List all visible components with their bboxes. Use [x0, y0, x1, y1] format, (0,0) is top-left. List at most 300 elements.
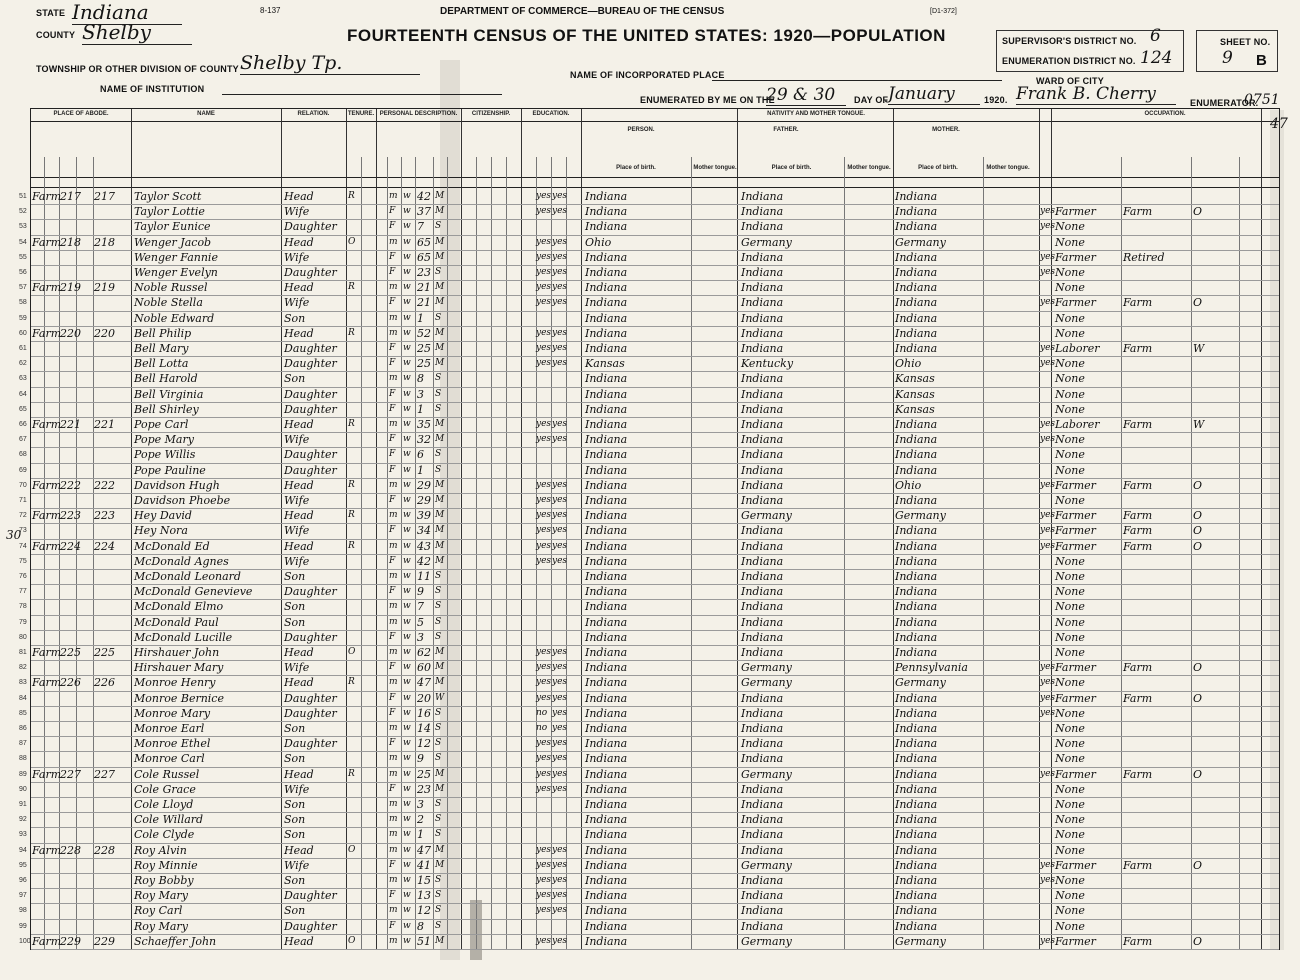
table-row	[19, 280, 1279, 295]
birthplace-cell: Indiana	[585, 661, 628, 675]
name-cell: McDonald Leonard	[134, 570, 241, 583]
age-cell: 23	[417, 782, 431, 796]
line-number: 72	[19, 512, 27, 520]
age-cell: 16	[417, 706, 431, 720]
race-cell: w	[403, 251, 411, 262]
marital-cell: S	[435, 905, 442, 916]
relation-cell: Daughter	[284, 387, 337, 401]
line-number: 97	[19, 892, 27, 900]
sex-cell: m	[389, 814, 398, 825]
section-education: EDUCATION.	[532, 111, 570, 117]
race-cell: w	[403, 662, 411, 673]
line-number: 99	[19, 922, 27, 930]
line-number: 52	[19, 208, 27, 216]
county-value: Shelby	[82, 20, 192, 45]
father-birthplace-cell: Indiana	[741, 843, 784, 857]
sex-cell: F	[389, 434, 396, 445]
birthplace-cell: Indiana	[585, 600, 628, 614]
race-cell: w	[403, 692, 411, 703]
margin-number: 0751	[1244, 92, 1280, 108]
father-birthplace-cell: Indiana	[741, 646, 784, 659]
age-cell: 23	[417, 266, 431, 279]
sex-cell: F	[389, 206, 396, 217]
relation-cell: Wife	[284, 494, 310, 507]
industry-cell: Farm	[1123, 205, 1153, 219]
line-number: 75	[19, 557, 27, 565]
name-cell: Schaeffer John	[134, 934, 217, 948]
line-number: 96	[19, 877, 27, 884]
mother-birthplace-cell: Indiana	[895, 874, 938, 887]
occupation-cell: Farmer	[1055, 934, 1096, 948]
birthplace-cell: Indiana	[585, 539, 628, 553]
subhead-father: FATHER.	[773, 127, 799, 133]
birthplace-cell: Indiana	[585, 342, 628, 355]
name-cell: McDonald Paul	[134, 615, 219, 629]
write-cell: yes	[552, 434, 568, 445]
sex-cell: F	[389, 343, 396, 353]
relation-cell: Son	[284, 752, 306, 766]
race-cell: w	[403, 327, 411, 338]
sex-cell: F	[389, 403, 396, 414]
birthplace-cell: Indiana	[585, 889, 628, 903]
sex-cell: F	[389, 890, 396, 901]
industry-cell: Farm	[1123, 934, 1153, 948]
birthplace-cell: Indiana	[585, 326, 628, 340]
birthplace-cell: Indiana	[585, 874, 628, 887]
line-number: 91	[19, 801, 27, 808]
employment-status-cell: O	[1193, 661, 1203, 675]
race-cell: w	[403, 631, 411, 642]
marital-cell: M	[435, 540, 445, 551]
name-cell: McDonald Ed	[134, 539, 210, 553]
race-cell: w	[403, 525, 411, 536]
industry-cell: Farm	[1123, 478, 1153, 492]
father-birthplace-cell: Germany	[741, 509, 792, 523]
name-cell: Taylor Scott	[134, 190, 202, 203]
sex-cell: m	[389, 799, 398, 809]
write-cell: yes	[552, 555, 568, 566]
employment-status-cell: O	[1193, 205, 1203, 219]
age-cell: 3	[417, 798, 424, 811]
birthplace-cell: Indiana	[585, 266, 628, 279]
line-number: 77	[19, 588, 27, 596]
left-margin-note: 30	[6, 528, 22, 542]
sheet-letter: B	[1256, 52, 1267, 69]
birthplace-cell: Indiana	[585, 250, 628, 264]
sex-cell: m	[389, 844, 398, 855]
read-cell: yes	[536, 510, 552, 521]
row-rule	[31, 949, 1279, 950]
dwelling-cell: Farm	[32, 326, 62, 340]
relation-cell: Wife	[284, 433, 310, 447]
write-cell: yes	[552, 495, 568, 505]
family-number-cell: 224	[94, 539, 115, 553]
birthplace-cell: Indiana	[585, 752, 628, 766]
name-cell: Wenger Fannie	[134, 250, 218, 264]
census-table	[19, 108, 1280, 950]
race-cell: w	[403, 510, 411, 521]
marital-cell: S	[435, 753, 442, 764]
enumerator-label: ENUMERATOR.	[1190, 98, 1259, 108]
father-birthplace-cell: Germany	[741, 661, 792, 675]
race-cell: w	[403, 373, 411, 384]
name-cell: Noble Stella	[134, 296, 203, 310]
birthplace-cell: Indiana	[585, 570, 628, 583]
write-cell: yes	[552, 343, 568, 353]
age-cell: 3	[417, 630, 424, 644]
occupation-cell: None	[1055, 630, 1085, 644]
table-row	[19, 873, 1279, 888]
race-cell: w	[403, 723, 411, 733]
relation-cell: Head	[284, 190, 314, 203]
race-cell: w	[403, 753, 411, 764]
read-cell: yes	[536, 236, 552, 247]
race-cell: w	[403, 890, 411, 901]
dwelling-cell: Farm	[32, 418, 62, 431]
line-number: 56	[19, 269, 27, 276]
occupation-cell: None	[1055, 220, 1085, 234]
table-row	[19, 903, 1279, 918]
header-rule	[31, 177, 1279, 178]
speaks-english-cell: yes	[1040, 875, 1056, 885]
dwelling-cell: Farm	[32, 767, 62, 781]
line-number: 61	[19, 345, 27, 352]
race-cell: w	[403, 343, 411, 353]
name-cell: Cole Lloyd	[134, 798, 194, 811]
write-cell: yes	[552, 251, 568, 262]
race-cell: w	[403, 434, 411, 445]
write-cell: yes	[552, 859, 568, 870]
name-cell: Bell Philip	[134, 326, 192, 340]
sex-cell: m	[389, 829, 398, 840]
employment-status-cell: O	[1193, 524, 1203, 538]
father-birthplace-cell: Indiana	[741, 722, 784, 735]
line-number: 93	[19, 831, 27, 839]
father-birthplace-cell: Indiana	[741, 706, 784, 720]
father-birthplace-cell: Germany	[741, 676, 792, 690]
name-cell: Pope Willis	[134, 448, 196, 462]
mother-birthplace-cell: Pennsylvania	[895, 661, 968, 675]
mother-birthplace-cell: Ohio	[895, 478, 922, 492]
marital-cell: M	[435, 251, 445, 262]
township-label: TOWNSHIP OR OTHER DIVISION OF COUNTY	[36, 64, 239, 74]
write-cell: yes	[552, 191, 568, 201]
house-number-cell: 221	[60, 418, 81, 431]
race-cell: w	[403, 920, 411, 931]
occupation-cell: None	[1055, 737, 1085, 751]
birthplace-cell: Indiana	[585, 296, 628, 310]
marital-cell: S	[435, 221, 442, 232]
line-number: 100	[19, 937, 31, 945]
occupation-cell: None	[1055, 570, 1085, 583]
sex-cell: m	[389, 935, 398, 946]
occupation-cell: None	[1055, 828, 1085, 842]
age-cell: 14	[417, 722, 431, 735]
tenure-cell: R	[348, 479, 355, 490]
line-number: 80	[19, 633, 27, 641]
table-row	[19, 219, 1279, 234]
name-cell: Monroe Ethel	[134, 737, 211, 751]
employment-status-cell: O	[1193, 934, 1203, 948]
race-cell: w	[403, 859, 411, 870]
age-cell: 51	[417, 934, 431, 948]
father-birthplace-cell: Indiana	[741, 266, 784, 279]
marital-cell: S	[435, 723, 442, 733]
marital-cell: M	[435, 859, 445, 870]
race-cell: w	[403, 571, 411, 581]
name-cell: Monroe Bernice	[134, 691, 224, 705]
line-number: 62	[19, 360, 27, 368]
industry-cell: Retired	[1123, 250, 1165, 264]
race-cell: w	[403, 647, 411, 657]
house-number-cell: 228	[60, 843, 81, 857]
father-birthplace-cell: Indiana	[741, 813, 784, 827]
occupation-cell: Farmer	[1055, 296, 1096, 310]
race-cell: w	[403, 267, 411, 277]
industry-cell: Farm	[1123, 524, 1153, 538]
mother-birthplace-cell: Indiana	[895, 843, 938, 857]
birthplace-cell: Indiana	[585, 554, 628, 568]
table-row	[19, 463, 1279, 478]
age-cell: 5	[417, 615, 424, 629]
dwelling-cell: Farm	[32, 281, 62, 295]
occupation-cell: None	[1055, 463, 1085, 477]
father-birthplace-cell: Indiana	[741, 874, 784, 887]
employment-status-cell: O	[1193, 478, 1203, 492]
age-cell: 1	[417, 828, 424, 842]
birthplace-cell: Indiana	[585, 782, 628, 796]
speaks-english-cell: yes	[1040, 768, 1056, 779]
marital-cell: S	[435, 312, 442, 323]
read-cell: yes	[536, 419, 552, 429]
marital-cell: S	[435, 464, 442, 475]
enumeration-label: ENUMERATION DISTRICT NO.	[1002, 56, 1136, 66]
sex-cell: m	[389, 601, 398, 612]
header-rule	[31, 121, 1279, 122]
tenure-cell: O	[348, 236, 356, 247]
write-cell: yes	[552, 525, 568, 536]
line-number: 92	[19, 816, 27, 824]
marital-cell: M	[435, 525, 445, 536]
family-number-cell: 229	[94, 934, 115, 948]
section-name: NAME	[197, 111, 215, 117]
table-row	[19, 599, 1279, 614]
mother-birthplace-cell: Ohio	[895, 357, 922, 371]
sex-cell: m	[389, 571, 398, 581]
sex-cell: m	[389, 373, 398, 384]
line-number: 98	[19, 907, 27, 915]
father-birthplace-cell: Indiana	[741, 798, 784, 811]
father-birthplace-cell: Indiana	[741, 630, 784, 644]
name-cell: Cole Russel	[134, 767, 200, 781]
birthplace-cell: Indiana	[585, 843, 628, 857]
race-cell: w	[403, 829, 411, 840]
birthplace-cell: Indiana	[585, 798, 628, 811]
mother-birthplace-cell: Indiana	[895, 752, 938, 766]
form-code: [D1-372]	[930, 8, 957, 15]
supervisor-label: SUPERVISOR'S DISTRICT NO.	[1002, 36, 1137, 46]
table-row	[19, 356, 1279, 371]
relation-cell: Son	[284, 570, 306, 583]
line-number: 58	[19, 299, 27, 307]
mother-birthplace-cell: Indiana	[895, 767, 938, 781]
line-number: 87	[19, 740, 27, 748]
mother-pob-head: Place of birth.	[918, 165, 958, 171]
occupation-cell: None	[1055, 433, 1085, 447]
mother-birthplace-cell: Indiana	[895, 919, 938, 933]
occupation-cell: Farmer	[1055, 661, 1096, 675]
marital-cell: M	[435, 191, 445, 201]
table-row	[19, 478, 1279, 493]
occupation-cell: None	[1055, 402, 1085, 416]
father-birthplace-cell: Indiana	[741, 585, 784, 599]
house-number-cell: 217	[60, 190, 81, 203]
birthplace-cell: Indiana	[585, 722, 628, 735]
sex-cell: m	[389, 723, 398, 733]
tenure-cell: R	[348, 540, 355, 551]
occupation-cell: None	[1055, 281, 1085, 295]
mother-birthplace-cell: Indiana	[895, 250, 938, 264]
birthplace-cell: Indiana	[585, 418, 628, 431]
write-cell: yes	[552, 935, 568, 946]
age-cell: 20	[417, 691, 431, 705]
family-number-cell: 220	[94, 326, 115, 340]
line-number: 74	[19, 542, 27, 550]
occupation-cell: None	[1055, 311, 1085, 325]
race-cell: w	[403, 297, 411, 308]
father-birthplace-cell: Indiana	[741, 600, 784, 614]
dwelling-cell: Farm	[32, 539, 62, 553]
line-number: 81	[19, 649, 27, 656]
incorporated-label: NAME OF INCORPORATED PLACE	[570, 70, 725, 80]
section-relation: RELATION.	[297, 111, 330, 117]
occupation-cell: None	[1055, 676, 1085, 690]
mother-birthplace-cell: Indiana	[895, 326, 938, 340]
marital-cell: S	[435, 267, 442, 277]
house-number-cell: 219	[60, 281, 81, 295]
age-cell: 8	[417, 372, 424, 386]
dwelling-cell: Farm	[32, 676, 62, 690]
occupation-cell: Farmer	[1055, 691, 1096, 705]
name-cell: Bell Lotta	[134, 357, 189, 371]
person-pob-head: Place of birth.	[616, 165, 656, 171]
write-cell: yes	[552, 890, 568, 901]
name-cell: Roy Carl	[134, 904, 183, 918]
marital-cell: M	[435, 282, 445, 293]
birthplace-cell: Indiana	[585, 676, 628, 690]
family-number-cell: 219	[94, 281, 115, 295]
read-cell: yes	[536, 251, 552, 262]
marital-cell: M	[435, 358, 445, 369]
industry-cell: Farm	[1123, 539, 1153, 553]
state-label: STATE	[36, 8, 66, 18]
mother-birthplace-cell: Indiana	[895, 706, 938, 720]
father-birthplace-cell: Indiana	[741, 494, 784, 507]
race-cell: w	[403, 601, 411, 612]
relation-cell: Head	[284, 281, 314, 295]
sheet-label: SHEET NO.	[1220, 37, 1271, 47]
marital-cell: M	[435, 510, 445, 521]
enumerator-name: Frank B. Cherry	[1016, 84, 1176, 105]
write-cell: yes	[552, 738, 568, 749]
relation-cell: Head	[284, 767, 314, 781]
mother-birthplace-cell: Indiana	[895, 190, 938, 203]
read-cell: yes	[536, 875, 552, 885]
write-cell: yes	[552, 768, 568, 779]
relation-cell: Daughter	[284, 737, 337, 751]
tenure-cell: O	[348, 647, 356, 657]
mother-birthplace-cell: Germany	[895, 676, 946, 690]
father-birthplace-cell: Indiana	[741, 828, 784, 842]
occupation-cell: None	[1055, 600, 1085, 614]
mother-birthplace-cell: Indiana	[895, 554, 938, 568]
father-birthplace-cell: Indiana	[741, 220, 784, 234]
mother-birthplace-cell: Indiana	[895, 858, 938, 872]
line-number: 67	[19, 436, 27, 444]
age-cell: 25	[417, 342, 431, 355]
sex-cell: F	[389, 449, 396, 460]
relation-cell: Daughter	[284, 630, 337, 644]
marital-cell: S	[435, 403, 442, 414]
table-row	[19, 706, 1279, 721]
name-cell: Monroe Henry	[134, 676, 216, 690]
write-cell: yes	[552, 844, 568, 855]
marital-cell: M	[435, 343, 445, 353]
sex-cell: F	[389, 251, 396, 262]
relation-cell: Daughter	[284, 402, 337, 416]
relation-cell: Daughter	[284, 463, 337, 477]
mother-birthplace-cell: Germany	[895, 235, 946, 249]
occupation-cell: None	[1055, 874, 1085, 887]
line-number: 86	[19, 725, 27, 732]
mother-birthplace-cell: Indiana	[895, 691, 938, 705]
tenure-cell: R	[348, 677, 355, 688]
name-cell: Monroe Mary	[134, 706, 211, 720]
age-cell: 7	[417, 600, 424, 614]
write-cell: yes	[552, 282, 568, 293]
race-cell: w	[403, 677, 411, 688]
speaks-english-cell: yes	[1040, 935, 1056, 946]
relation-cell: Wife	[284, 524, 310, 538]
birthplace-cell: Indiana	[585, 509, 628, 523]
line-number: 94	[19, 846, 27, 854]
employment-status-cell: O	[1193, 509, 1203, 523]
line-number: 65	[19, 405, 27, 413]
occupation-cell: None	[1055, 448, 1085, 462]
write-cell: yes	[552, 647, 568, 657]
marital-cell: M	[435, 297, 445, 308]
father-birthplace-cell: Indiana	[741, 433, 784, 447]
marital-cell: M	[435, 935, 445, 946]
relation-cell: Head	[284, 478, 314, 492]
marital-cell: M	[435, 479, 445, 490]
table-row	[19, 888, 1279, 903]
marital-cell: S	[435, 449, 442, 460]
mother-birthplace-cell: Indiana	[895, 463, 938, 477]
line-number: 63	[19, 375, 27, 383]
race-cell: w	[403, 449, 411, 460]
line-number: 82	[19, 664, 27, 672]
name-cell: Noble Russel	[134, 281, 208, 295]
sex-cell: F	[389, 859, 396, 870]
table-row	[19, 691, 1279, 706]
father-birthplace-cell: Indiana	[741, 326, 784, 340]
father-tongue-head: Mother tongue.	[847, 165, 891, 171]
age-cell: 11	[417, 570, 431, 583]
house-number-cell: 224	[60, 539, 81, 553]
marital-cell: W	[435, 692, 445, 703]
read-cell: yes	[536, 206, 552, 217]
